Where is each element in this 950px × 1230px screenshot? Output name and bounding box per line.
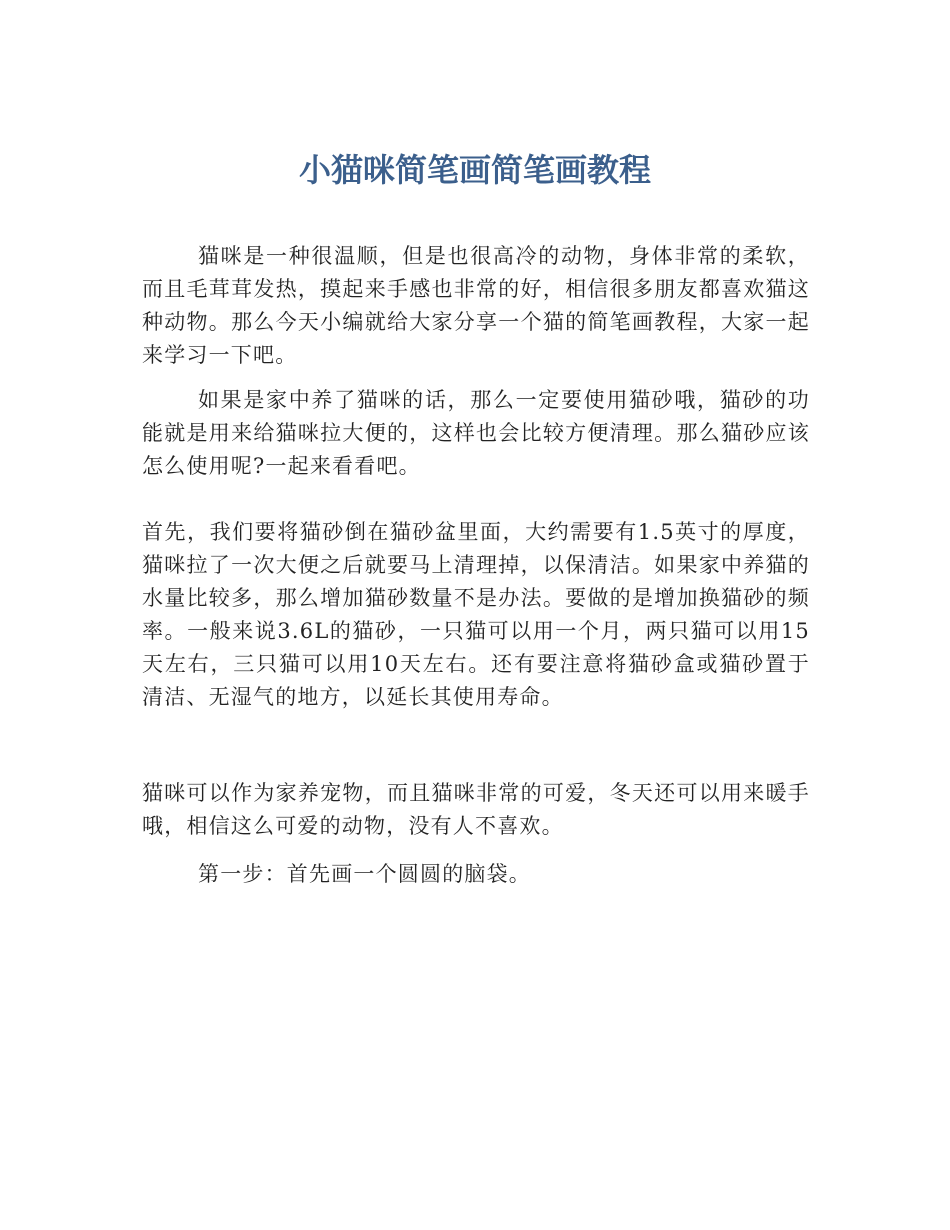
paragraph-step-one: 第一步：首先画一个圆圆的脑袋。 (198, 862, 531, 886)
page-title: 小猫咪简笔画简笔画教程 (298, 151, 651, 189)
paragraph-pet-note: 猫咪可以作为家养宠物，而且猫咪非常的可爱，冬天还可以用来暖手哦，相信这么可爱的动物，没有人不喜欢。 (142, 781, 810, 838)
paragraph-intro: 猫咪是一种很温顺，但是也很高冷的动物，身体非常的柔软，而且毛茸茸发热，摸起来手感也非常的好，相信很多朋友都喜欢猫这种动物。那么今天小编就给大家分享一个猫的简笔画教程，大家一起来学习一下吧。 (142, 244, 810, 367)
paragraph-cat-litter: 如果是家中养了猫咪的话，那么一定要使用猫砂哦，猫砂的功能就是用来给猫咪拉大便的，这样也会比较方便清理。那么猫砂应该怎么使用呢?一起来看看吧。 (142, 388, 810, 478)
paragraph-litter-usage: 首先，我们要将猫砂倒在猫砂盆里面，大约需要有1.5英寸的厚度，猫咪拉了一次大便之后就要马上清理掉，以保清洁。如果家中养猫的水量比较多，那么增加猫砂数量不是办法。要做的是增加换猫砂的频率。一般来说3.6L的猫砂，一只猫可以用一个月，两只猫可以用15天左右，三只猫可以用10天左右。还有要注意将猫砂盒或猫砂置于清洁、无湿气的地方，以延长其使用寿命。 (142, 520, 810, 709)
